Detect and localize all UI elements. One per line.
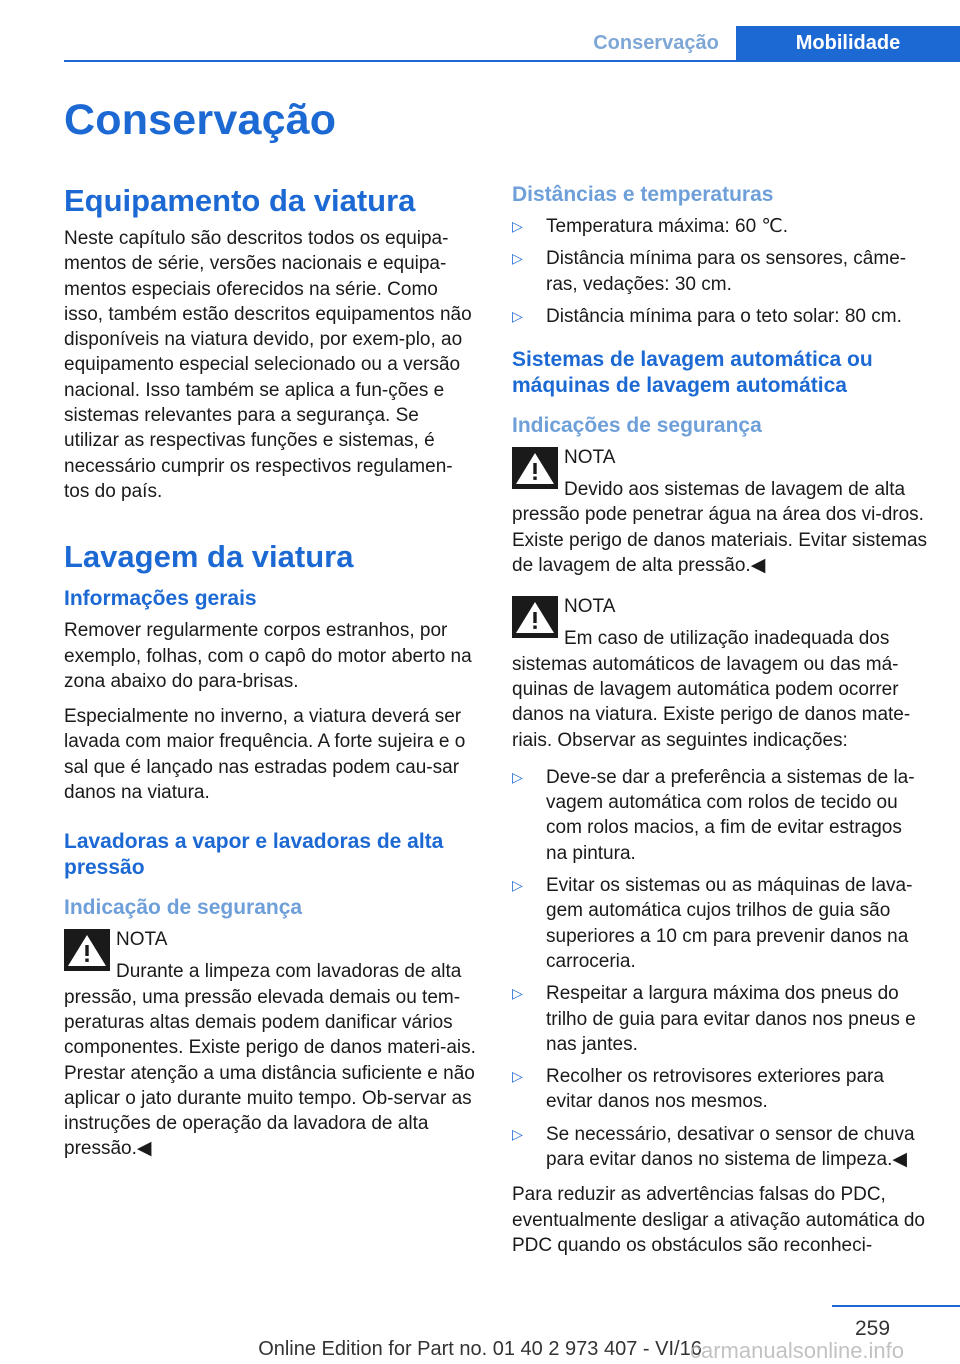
triangle-bullet-icon: ▷ [512, 1068, 523, 1085]
triangle-bullet-icon: ▷ [512, 307, 523, 324]
triangle-bullet-icon: ▷ [512, 877, 523, 894]
right-column [512, 182, 928, 1268]
list-item: ▷ Evitar os sistemas ou as máquinas de lava-gem automática cujos trilhos de guia são superiores a 10 cm para prevenir danos na carroceria. [512, 875, 913, 972]
note-text: Devido aos sistemas de lavagem de alta pressão pode penetrar água na área dos vi-dros. Existe perigo de danos materiais. Evitar sistemas de lavagem de alta pressão.◀ [512, 479, 928, 577]
note-text: Durante a limpeza com lavadoras de alta pressão, uma pressão elevada demais ou tem-peraturas altas demais podem danificar vários componentes. Existe perigo de danos materi-ais. Prestar atenção a uma distância suficiente e não aplicar o jato durante muito tempo. Ob-servar as instruções de operação da lavadora de alta pressão.◀ [64, 961, 476, 1160]
steam-washer-heading: Lavadoras a vapor e lavadoras de alta pressão [64, 830, 444, 880]
watermark: carmanualsonline.info [690, 1338, 905, 1363]
general-info-heading: Informações gerais [64, 587, 257, 611]
safety-notes-heading: Indicações de segurança [512, 414, 762, 438]
list-item: ▷ Respeitar a largura máxima dos pneus do trilho de guia para evitar danos nos pneus e nas jantes. [512, 983, 916, 1055]
note-label: NOTA [116, 929, 168, 951]
general-paragraph-2: Especialmente no inverno, a viatura deverá ser lavada com maior frequência. A forte sujeira e o sal que é lançado nas estradas podem cau-sar danos na viatura. [64, 706, 466, 804]
distances-list [512, 214, 928, 329]
general-paragraph-1: Remover regularmente corpos estranhos, por exemplo, folhas, com o capô do motor aberto na zona abaixo do para-brisas. [64, 620, 472, 692]
warning-note-1 [512, 445, 928, 578]
pdc-paragraph: Para reduzir as advertências falsas do PDC, eventualmente desligar a ativação automática do PDC quando os obstáculos são reconheci- [512, 1184, 925, 1256]
note-text: Em caso de utilização inadequada dos sistemas automáticos de lavagem ou das má-quinas de lavagem automática podem ocorrer danos na viatura. Existe perigo de danos mate-riais. Observar as seguintes indicações: [512, 628, 911, 751]
edition-footer: Online Edition for Part no. 01 40 2 973 407 - VI/16 [258, 1338, 702, 1360]
warning-icon [512, 447, 558, 489]
header-section-conservacao: Conservação [593, 32, 719, 54]
warning-icon [512, 596, 558, 638]
header-section-mobilidade: Mobilidade [736, 26, 960, 60]
automatic-washing-heading: Sistemas de lavagem automática ou máquinas de lavagem automática [512, 348, 873, 398]
triangle-bullet-icon: ▷ [512, 985, 523, 1002]
distances-heading: Distâncias e temperaturas [512, 183, 774, 206]
note-label: NOTA [564, 596, 616, 618]
page-header [0, 0, 960, 64]
triangle-bullet-icon: ▷ [512, 250, 523, 267]
chapter-title: Conservação [64, 96, 337, 144]
triangle-bullet-icon: ▷ [512, 768, 523, 785]
safety-note-heading: Indicação de segurança [64, 896, 303, 920]
list-item: ▷ Distância mínima para os sensores, câme-ras, vedações: 30 cm. [512, 248, 907, 295]
washing-heading: Lavagem da viatura [64, 539, 354, 575]
list-item: ▷ Se necessário, desativar o sensor de chuva para evitar danos no sistema de limpeza.◀ [512, 1123, 915, 1171]
note-label: NOTA [564, 447, 616, 469]
left-column [64, 182, 477, 1174]
footer-rule [832, 1305, 960, 1307]
equipment-heading: Equipamento da viatura [64, 183, 416, 218]
list-item: ▷ Temperatura máxima: 60 ℃. [512, 214, 928, 239]
equipment-paragraph: Neste capítulo são descritos todos os equipa-mentos de série, versões nacionais e equipa-mentos especiais oferecidos na série. Como isso, também estão descritos equipamentos não disponíveis na viatura devido, por exem-plo, ao equipamento especial selecionado ou a versão nacional. Isso também se aplica a fun-ções e sistemas relevantes para a segurança. Se utilizar as respectivas funções e sistemas, é necessário cumprir os respectivos regulamen-tos do país. [64, 228, 472, 502]
list-item: ▷ Recolher os retrovisores exteriores para evitar danos nos mesmos. [512, 1066, 884, 1113]
list-item: ▷ Deve-se dar a preferência a sistemas de la-vagem automática com rolos de tecido ou com rolos macios, a fim de evitar estragos na pintura. [512, 766, 915, 864]
warning-note [64, 927, 477, 1161]
warning-icon [64, 929, 110, 971]
triangle-bullet-icon: ▷ [512, 218, 523, 234]
washing-instructions-list [512, 765, 928, 1172]
list-item: ▷ Distância mínima para o teto solar: 80 cm. [512, 304, 928, 329]
header-rule [64, 60, 960, 62]
warning-note-2 [512, 594, 928, 752]
page-number: 259 [855, 1317, 891, 1340]
triangle-bullet-icon: ▷ [512, 1125, 523, 1142]
